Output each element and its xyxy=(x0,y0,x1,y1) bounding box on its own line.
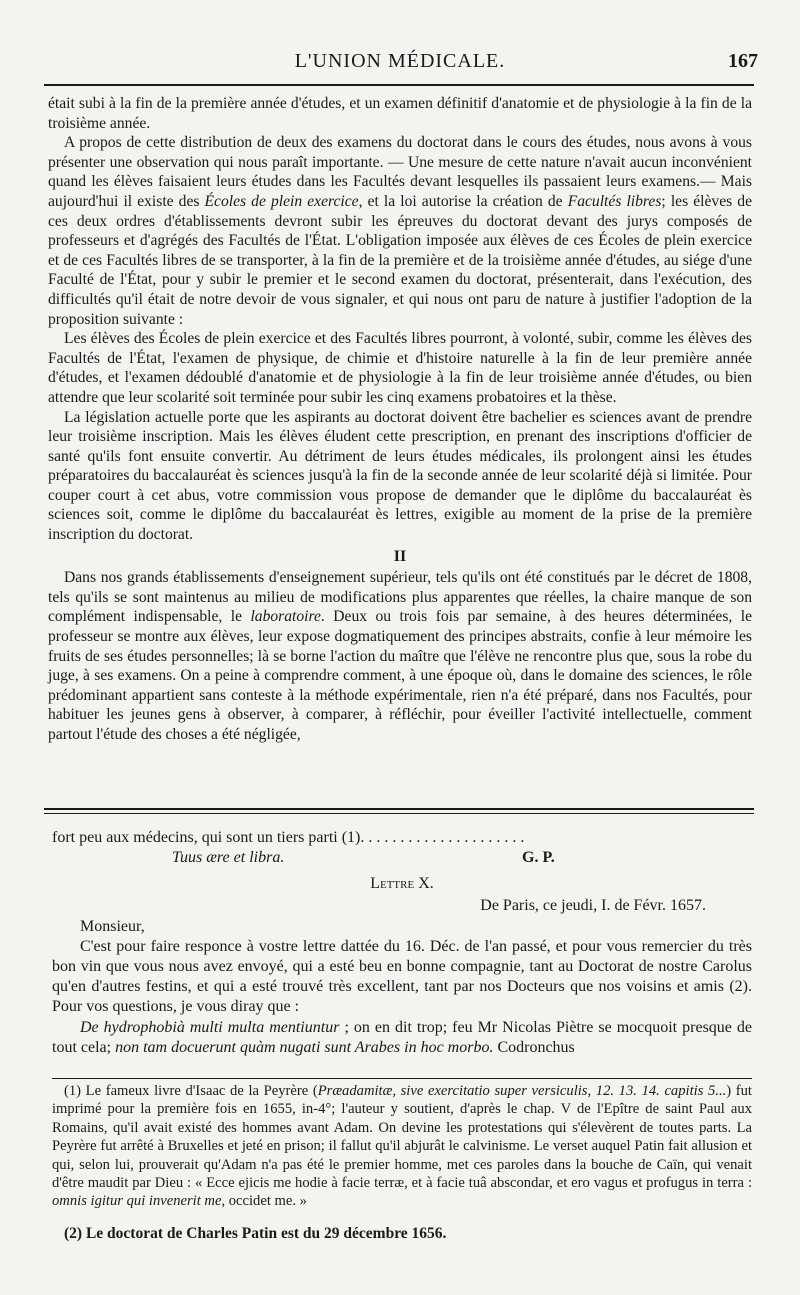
header-rule xyxy=(44,84,754,86)
paragraph: A propos de cette distribution de deux des examens du doctorat dans le cours des études, nous avons à vous présenter une observation qui nous paraît importante. — Une mesure de cette nature n'avait aucun inconvénient quand les élèves faisaient leurs études dans les Facultés devant lesquelles ils passaient leurs examens.— Mais aujourd'hui il existe des Écoles de plein exercice, et la loi autorise la création de Facultés libres; les élèves de ces deux ordres d'établissements devront subir les épreuves du doctorat devant des jurys composés de professeurs et d'agrégés des Facultés de l'État. L'obligation imposée aux élèves de ces Écoles de plein exercice et de ces Facultés libres de se transporter, à la fin de la première et de la troisième année d'études, au siége d'une Faculté de l'État, pour y subir le premier et le second examen du doctorat, présenterait, dans l'exécution, des difficultés qu'il était de notre devoir de vous signaler, et qui nous ont paru de nature à justifier l'adoption de la proposition suivante : xyxy=(48,134,752,328)
footnote: (2) Le doctorat de Charles Patin est du 29 décembre 1656. xyxy=(64,1224,447,1242)
running-title: L'UNION MÉDICALE. xyxy=(294,50,506,72)
page-header xyxy=(40,48,760,76)
letter-salutation: Monsieur, xyxy=(80,917,145,935)
motto: Tuus ære et libra. xyxy=(172,849,285,867)
paragraph: Les élèves des Écoles de plein exercice et des Facultés libres pourront, à volonté, subir, comme les élèves des Facultés de l'État, l'examen de physique, de chimie et d'histoire naturelle à la fin de leur première année d'études, et l'examen dédoublé d'anatomie et de physiologie à la fin de leur troisième année d'études, ou bien attendre que leur scolarité soit terminée pour subir les cinq examens probatoires et la thèse. xyxy=(48,330,752,406)
paragraph: Dans nos grands établissements d'enseignement supérieur, tels qu'ils ont été constitués par le décret de 1808, tels qu'ils se sont maintenus au milieu de modifications plus apparentes que réelles, la chaire manque de son complément indispensable, le laboratoire. Deux ou trois fois par semaine, à des heures déterminées, le professeur se montre aux élèves, leur expose dogmatiquement des principes abstraits, confie à leur mémoire les fruits de ses études personnelles; là se borne l'action du maître que l'élève ne rencontre plus que, sous la robe du juge, à ses examens. On a peine à comprendre comment, à une époque où, dans le domaine des sciences, le rôle prédominant appartient sans conteste à la méthode expérimentale, rien n'a été préparé, dans nos Facultés, pour habituer les jeunes gens à observer, à comparer, à réfléchir, pour éveiller l'activité intellectuelle, comment partout l'étude des choses a été négligée, xyxy=(48,569,752,743)
footnotes xyxy=(52,1082,752,1243)
section-numeral: II xyxy=(393,547,407,565)
letter-paragraph: C'est pour faire responce à vostre lettre dattée du 16. Déc. de l'an passé, et pour vous remercier du très bon vin que vous nous avez envoyé, qui a esté beu en bonne compagnie, tant au Doctorat de nostre Carolus qu'en d'autres festins, et qui a esté trouvé très excellent, tant par nos Docteurs que nos voisins et amis (2). Pour vos questions, je vous diray que : xyxy=(52,937,752,1016)
upper-article xyxy=(48,94,752,745)
signature-row xyxy=(52,848,752,872)
footnote-rule xyxy=(52,1078,752,1079)
letter-section xyxy=(52,828,752,1058)
paragraph: La législation actuelle porte que les aspirants au doctorat doivent être bachelier es sciences avant de prendre leur troisième inscription. Mais les élèves éludent cette prescription, en prenant des inscriptions d'officier de santé qu'ils font ensuite convertir. Au détriment de leurs études médicales, ils prolongent ainsi les études préparatoires du baccalauréat ès sciences jusqu'à la fin de la seconde année de leur scolarité déjà si limitée. Pour couper court à cet abus, votre commission vous propose de demander que le diplôme du baccalauréat ès sciences soit, comme le diplôme du baccalauréat ès lettres, exigible au moment de la prise de la première inscription du doctorat. xyxy=(48,408,752,544)
section-divider-bottom xyxy=(44,813,754,814)
section-divider-top xyxy=(44,808,754,810)
letter-title: Lettre X. xyxy=(370,875,434,893)
letter-dateline: De Paris, ce jeudi, I. de Févr. 1657. xyxy=(480,897,706,915)
paragraph: était subi à la fin de la première année d'études, et un examen définitif d'anatomie et de physiologie à la fin de la troisième année. xyxy=(48,95,752,132)
continuation-line: fort peu aux médecins, qui sont un tiers parti (1). . . . . . . . . . . . . . . . . . . . . xyxy=(52,829,525,846)
signature-initials: G. P. xyxy=(522,849,555,867)
letter-paragraph: De hydrophobià multi multa mentiuntur ; on en dit trop; feu Mr Nicolas Piètre se mocquoit presque de tout cela; non tam docuerunt quàm nugati sunt Arabes in hoc morbo. Codronchus xyxy=(52,1018,753,1056)
footnote: (1) Le fameux livre d'Isaac de la Peyrère (Præadamitæ, sive exercitatio super versiculis, 12. 13. 14. capitis 5...) fut imprimé pour la première fois en 1655, in-4°; l'auteur y soutient, d'après le chap. V de l'Epître de saint Paul aux Romains, qu'il avait existé des hommes avant Adam. On devine les protestations qui s'élevèrent de toutes parts. La Peyrère fut arrêté à Bruxelles et jeté en prison; il fallut qu'il abjurât le calvinisme. Le verset auquel Patin fait allusion et qui, selon lui, prouverait qu'Adam n'a pas été le premier homme, met ces paroles dans la bouche de Caïn, qui venait d'être maudit par Dieu : « Ecce ejicis me hodie à facie terræ, et à facie tuâ abscondar, et ero vagus et profugus in terra : omnis igitur qui invenerit me, occidet me. » xyxy=(52,1083,752,1210)
page-number: 167 xyxy=(728,50,758,72)
